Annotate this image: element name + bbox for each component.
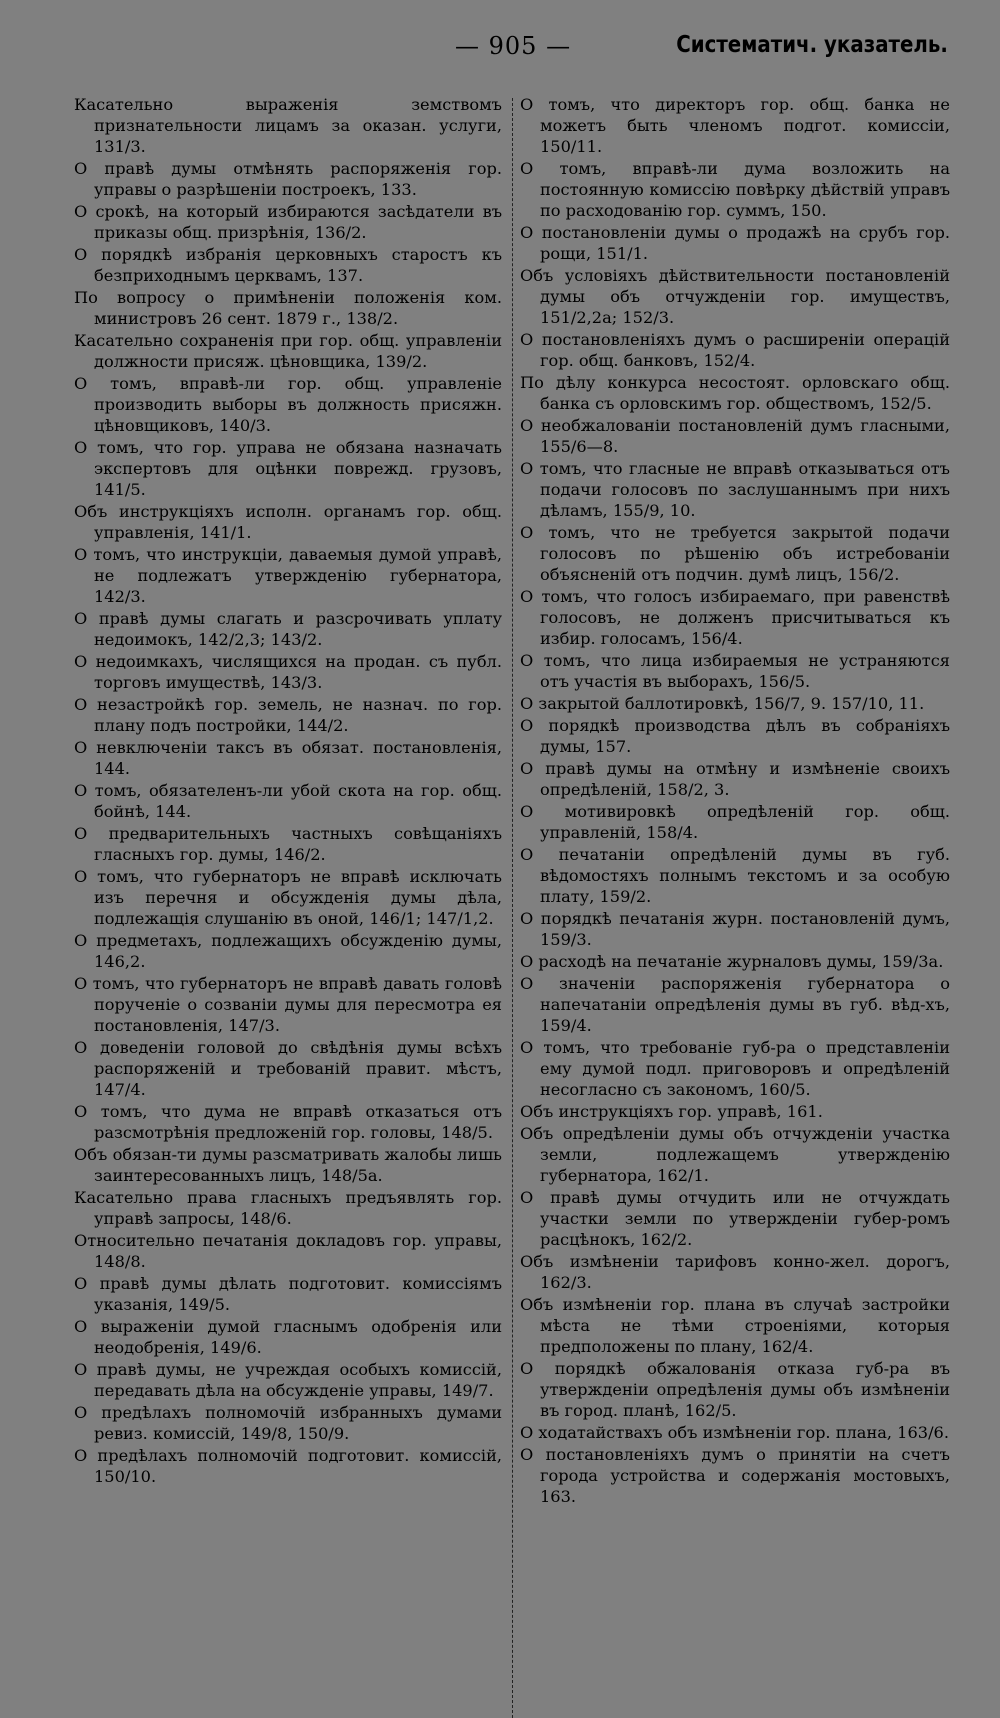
index-entry: О правѣ думы отчудить или не отчуждать участки земли по утвержденіи губер-ромъ расцѣнокъ, 162/2. [520, 1188, 950, 1249]
page-header [0, 32, 1000, 66]
index-entry: По дѣлу конкурса несостоят. орловскаго общ. банка съ орловскимъ гор. обществомъ, 152/5. [520, 373, 950, 413]
index-entry: О правѣ думы, не учреждая особыхъ комиссій, передавать дѣла на обсужденіе управы, 149/7. [74, 1360, 502, 1400]
index-entry: О томъ, что инструкціи, даваемыя думой управѣ, не подлежатъ утвержденію губернатора, 142/3. [74, 545, 502, 606]
index-entry: О предѣлахъ полномочій избранныхъ думами ревиз. комиссій, 149/8, 150/9. [74, 1403, 502, 1443]
index-entry: О томъ, что голосъ избираемаго, при равенствѣ голосовъ, не долженъ присчитываться къ избир. голосамъ, 156/4. [520, 587, 950, 648]
index-entry: О томъ, вправѣ-ли гор. общ. управленіе производить выборы въ должность присяжн. цѣновщиковъ, 140/3. [74, 374, 502, 435]
index-entry: О постановленіяхъ думъ о принятіи на счетъ города устройства и содержанія мостовыхъ, 163. [520, 1445, 950, 1506]
index-entry: О правѣ думы отмѣнять распоряженія гор. управы о разрѣшеніи построекъ, 133. [74, 159, 502, 199]
index-entry: О расходѣ на печатаніе журналовъ думы, 159/3а. [520, 952, 944, 971]
index-entry: О недоимкахъ, числящихся на продан. съ публ. торговъ имуществѣ, 143/3. [74, 652, 502, 692]
index-entry: О мотивировкѣ опредѣленій гор. общ. управленій, 158/4. [520, 802, 950, 842]
index-entry: Объ опредѣленіи думы объ отчужденіи участка земли, подлежащемъ утвержденію губернатора, 162/1. [520, 1124, 950, 1185]
right-column [520, 94, 950, 1508]
index-entry: О постановленіи думы о продажѣ на срубъ гор. рощи, 151/1. [520, 223, 950, 263]
index-entry: О доведеніи головой до свѣдѣнія думы всѣхъ распоряженій и требованій правит. мѣстъ, 147/4. [74, 1038, 502, 1099]
index-entry: О томъ, обязателенъ-ли убой скота на гор. общ. бойнѣ, 144. [74, 781, 502, 821]
index-entry: О ходатайствахъ объ измѣненіи гор. плана, 163/6. [520, 1423, 949, 1442]
index-entry: О томъ, что не требуется закрытой подачи голосовъ по рѣшенію объ истребованіи объясненій отъ подчин. думѣ лицъ, 156/2. [520, 523, 950, 584]
index-entry: О предварительныхъ частныхъ совѣщаніяхъ гласныхъ гор. думы, 146/2. [74, 824, 502, 864]
index-entry: О правѣ думы дѣлать подготовит. комиссіямъ указанія, 149/5. [74, 1274, 502, 1314]
index-entry: Объ измѣненіи гор. плана въ случаѣ застройки мѣста не тѣми строеніями, которыя предположены по плану, 162/4. [520, 1295, 950, 1356]
index-entry: О закрытой баллотировкѣ, 156/7, 9. 157/10, 11. [520, 694, 925, 713]
index-entry: Объ инструкціяхъ исполн. органамъ гор. общ. управленія, 141/1. [74, 502, 502, 542]
index-entry: О томъ, что дума не вправѣ отказаться отъ разсмотрѣнія предложеній гор. головы, 148/5. [74, 1102, 502, 1142]
index-entry: О выраженіи думой гласнымъ одобренія или неодобренія, 149/6. [74, 1317, 502, 1357]
index-entry: О предметахъ, подлежащихъ обсужденію думы, 146,2. [74, 931, 502, 971]
index-entry: О невключеніи таксъ въ обязат. постановленія, 144. [74, 738, 502, 778]
index-entry: Объ обязан-ти думы разсматривать жалобы лишь заинтересованныхъ лицъ, 148/5а. [74, 1145, 502, 1185]
index-entry: Объ инструкціяхъ гор. управѣ, 161. [520, 1102, 823, 1121]
running-title: Систематич. указатель. [676, 32, 948, 58]
index-entry: О правѣ думы слагать и разсрочивать уплату недоимокъ, 142/2,3; 143/2. [74, 609, 502, 649]
index-entry: О порядкѣ избранія церковныхъ старостъ къ безприходнымъ церквамъ, 137. [74, 245, 502, 285]
index-entry: О томъ, вправѣ-ли дума возложить на постоянную комиссію повѣрку дѣйствій управъ по расходованію гор. суммъ, 150. [520, 159, 950, 220]
index-entry: О томъ, что лица избираемыя не устраняются отъ участія въ выборахъ, 156/5. [520, 651, 950, 691]
index-entry: О томъ, что губернаторъ не вправѣ давать головѣ порученіе о созваніи думы для пересмотра ея постановленія, 147/3. [74, 974, 502, 1035]
page-number: — 905 — [455, 32, 572, 60]
index-entry: О необжалованіи постановленій думъ гласными, 155/6—8. [520, 416, 950, 456]
index-entry: О печатаніи опредѣленій думы въ губ. вѣдомостяхъ полнымъ текстомъ и за особую плату, 159/2. [520, 845, 950, 906]
index-entry: О предѣлахъ полномочій подготовит. комиссій, 150/10. [74, 1446, 502, 1486]
index-entry: Касательно права гласныхъ предъявлять гор. управѣ запросы, 148/6. [74, 1188, 502, 1228]
index-entry: О правѣ думы на отмѣну и измѣненіе своихъ опредѣленій, 158/2, 3. [520, 759, 950, 799]
index-entry: О порядкѣ производства дѣлъ въ собраніяхъ думы, 157. [520, 716, 950, 756]
index-entry: О томъ, что губернаторъ не вправѣ исключать изъ перечня и обсужденія думы дѣла, подлежащія слушанію въ оной, 146/1; 147/1,2. [74, 867, 502, 928]
index-entry: Касательно сохраненія при гор. общ. управленіи должности присяж. цѣновщика, 139/2. [74, 331, 502, 371]
index-entry: О порядкѣ печатанія журн. постановленій думъ, 159/3. [520, 909, 950, 949]
index-columns [74, 94, 952, 1506]
index-entry: О значеніи распоряженія губернатора о напечатаніи опредѣленія думы въ губ. вѣд-хъ, 159/4. [520, 974, 950, 1035]
index-entry: О срокѣ, на который избираются засѣдатели въ приказы общ. призрѣнія, 136/2. [74, 202, 502, 242]
left-column [74, 94, 502, 1488]
index-entry: Объ измѣненіи тарифовъ конно-жел. дорогъ, 162/3. [520, 1252, 950, 1292]
index-entry: О томъ, что директоръ гор. общ. банка не можетъ быть членомъ подгот. комиссіи, 150/11. [520, 95, 950, 156]
index-entry: О порядкѣ обжалованія отказа губ-ра въ утвержденіи опредѣленія думы объ измѣненіи въ город. планѣ, 162/5. [520, 1359, 950, 1420]
index-entry: Касательно выраженія земствомъ признательности лицамъ за оказан. услуги, 131/3. [74, 95, 502, 156]
index-entry: О томъ, что гор. управа не обязана назначать экспертовъ для оцѣнки поврежд. грузовъ, 141/5. [74, 438, 502, 499]
index-entry: Объ условіяхъ дѣйствительности постановленій думы объ отчужденіи гор. имуществъ, 151/2,2а; 152/3. [520, 266, 950, 327]
index-entry: О незастройкѣ гор. земель, не назнач. по гор. плану подъ постройки, 144/2. [74, 695, 502, 735]
index-entry: По вопросу о примѣненіи положенія ком. министровъ 26 сент. 1879 г., 138/2. [74, 288, 502, 328]
column-divider [512, 98, 514, 1718]
index-entry: О томъ, что гласные не вправѣ отказываться отъ подачи голосовъ по заслушаннымъ при нихъ дѣламъ, 155/9, 10. [520, 459, 950, 520]
index-entry: Относительно печатанія докладовъ гор. управы, 148/8. [74, 1231, 502, 1271]
index-entry: О постановленіяхъ думъ о расширеніи операцій гор. общ. банковъ, 152/4. [520, 330, 950, 370]
index-entry: О томъ, что требованіе губ-ра о представленіи ему думой подл. приговоровъ и опредѣленій несогласно съ закономъ, 160/5. [520, 1038, 950, 1099]
